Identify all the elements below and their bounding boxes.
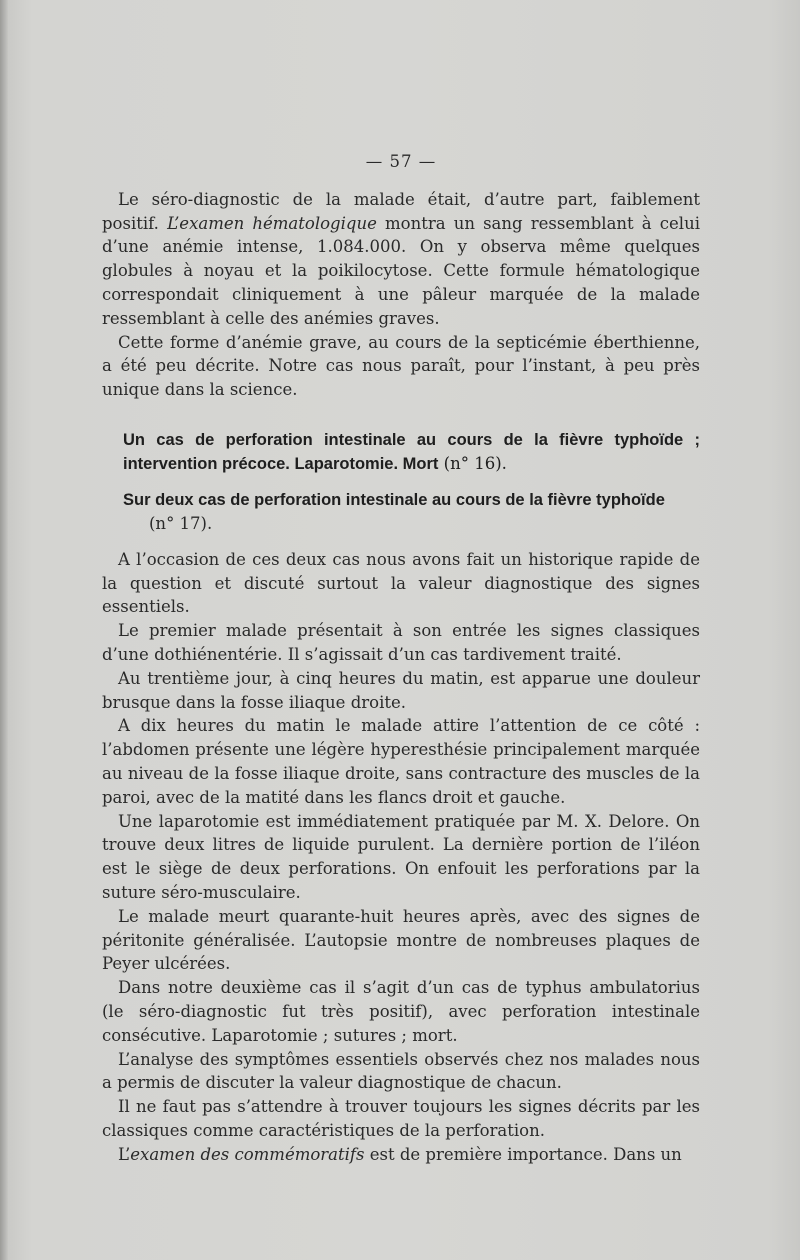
- text-run: Une laparotomie est immédiatement pratiquée par M. X. Delore. On trouve deux litres de liquide purulent. La dernière portion de l’iléon est le siège de deux perforations. On enfouit les perforations par la suture séro-musculaire.: [102, 811, 700, 902]
- intro-section: [102, 188, 700, 402]
- text-run: Le premier malade présentait à son entrée les signes classiques d’une dothiénentérie. Il s’agissait d’un cas tardivement traité.: [102, 621, 700, 664]
- italic-text: examen des commémoratifs: [130, 1144, 365, 1164]
- text-run: L’analyse des symptômes essentiels observés chez nos malades nous a permis de discuter la valeur diagnostique de chacun.: [102, 1049, 700, 1093]
- text-run: est de première importance. Dans un: [364, 1144, 682, 1164]
- paragraph: [102, 1143, 700, 1167]
- paragraph: [102, 905, 700, 976]
- heading-case-16-title: Un cas de perforation intestinale au cours de la fièvre typhoïde ; intervention précoce. Laparotomie. Mort: [123, 430, 700, 473]
- text-run: A dix heures du matin le malade attire l’attention de ce côté : l’abdomen présente une légère hyperesthésie principalement marquée au niveau de la fosse iliaque droite, sans contracture des muscles de la paroi, avec de la matité dans les flancs droit et gauche.: [102, 716, 700, 807]
- text-run: A l’occasion de ces deux cas nous avons fait un historique rapide de la question et discuté surtout la valeur diagnostique des signes essentiels.: [102, 549, 700, 617]
- text-run: Le malade meurt quarante-huit heures après, avec des signes de péritonite généralisée. L’autopsie montre de nombreuses plaques de Peyer ulcérées.: [102, 906, 700, 974]
- section-gap: [102, 402, 700, 428]
- text-run: L’: [118, 1144, 131, 1164]
- text-run: Au trentième jour, à cinq heures du matin, est apparue une douleur brusque dans la fosse iliaque droite.: [102, 668, 700, 712]
- paragraph: [102, 714, 700, 809]
- heading-case-17: [102, 488, 700, 512]
- heading-gap: [102, 536, 700, 548]
- heading-case-17-ref: (n° 17).: [149, 513, 213, 533]
- text-run: montra un sang ressemblant à celui d’une anémie intense, 1.084.000. On y observa même quelques globules à noyau et la poikilocytose. Cette formule hématologique correspondait cliniquement à une pâleur marquée de la malade ressemblant à celle des anémies graves.: [102, 213, 700, 328]
- text-run: Dans notre deuxième cas il s’agit d’un cas de typhus ambulatorius (le séro-diagnostic fut très positif), avec perforation intestinale consécutive. Laparotomie ; sutures ; mort.: [102, 978, 700, 1045]
- page-text-block: [102, 150, 700, 1166]
- paragraph: [102, 548, 700, 619]
- heading-case-17-title: Sur deux cas de perforation intestinale au cours de la fièvre typhoïde: [123, 490, 665, 509]
- paragraph: [102, 1095, 700, 1143]
- text-run: Le séro-diagnostic de la malade était, d’autre part, faiblement positif.: [102, 189, 700, 233]
- paragraph: [102, 1048, 700, 1096]
- heading-gap: [102, 476, 700, 488]
- paragraph: [102, 331, 700, 402]
- paragraph: [102, 188, 700, 331]
- paragraph: [102, 619, 700, 667]
- paragraph: [102, 976, 700, 1047]
- paragraph: [102, 810, 700, 905]
- page-number: — 57 —: [365, 152, 437, 171]
- text-run: Il ne faut pas s’attendre à trouver toujours les signes décrits par les classiques comme caractéristiques de la perforation.: [102, 1097, 700, 1140]
- paragraph: [102, 667, 700, 715]
- heading-case-16-ref: (n° 16).: [438, 453, 507, 473]
- page-edge-shadow: [0, 0, 8, 1260]
- italic-text: L’examen hématologique: [167, 213, 377, 233]
- heading-case-16: [102, 428, 700, 476]
- text-run: Cette forme d’anémie grave, au cours de la septicémie éberthienne, a été peu décrite. Notre cas nous paraît, pour l’instant, à peu près unique dans la science.: [102, 332, 700, 400]
- body-section: [102, 548, 700, 1167]
